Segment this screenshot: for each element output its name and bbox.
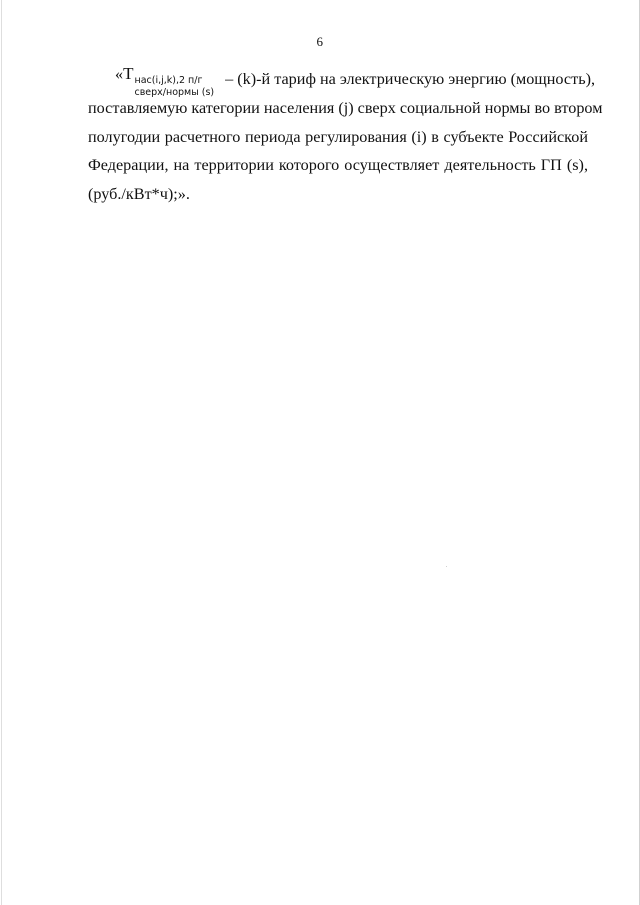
paragraph-line-4: Федерации, на территории которого осуществляет деятельность ГП (s), bbox=[88, 156, 588, 175]
paragraph-line-1 bbox=[88, 60, 596, 98]
paragraph-line-3: полугодии расчетного периода регулирования (i) в субъекте Российской bbox=[88, 127, 588, 146]
paragraph bbox=[88, 60, 603, 208]
paragraph-line-5: (руб./кВт*ч);». bbox=[88, 184, 190, 203]
formula-open-quote: « bbox=[115, 65, 124, 83]
formula-base-symbol: T bbox=[123, 64, 134, 83]
scan-speck bbox=[446, 566, 447, 567]
paragraph-line-2: поставляемую категории населения (j) сверх социальной нормы во втором bbox=[88, 99, 603, 117]
paragraph-line-1-text: – (k)-й тариф на электрическую энергию (мощность), bbox=[225, 70, 596, 89]
scan-edge-left bbox=[1, 0, 2, 905]
formula-superscript: нас(i,j,k),2 п/г bbox=[134, 75, 203, 86]
tariff-formula bbox=[115, 60, 215, 98]
page-number: 6 bbox=[316, 34, 324, 49]
formula-subscript: сверх/нормы (s) bbox=[134, 87, 215, 98]
formula-scripts bbox=[134, 75, 215, 98]
